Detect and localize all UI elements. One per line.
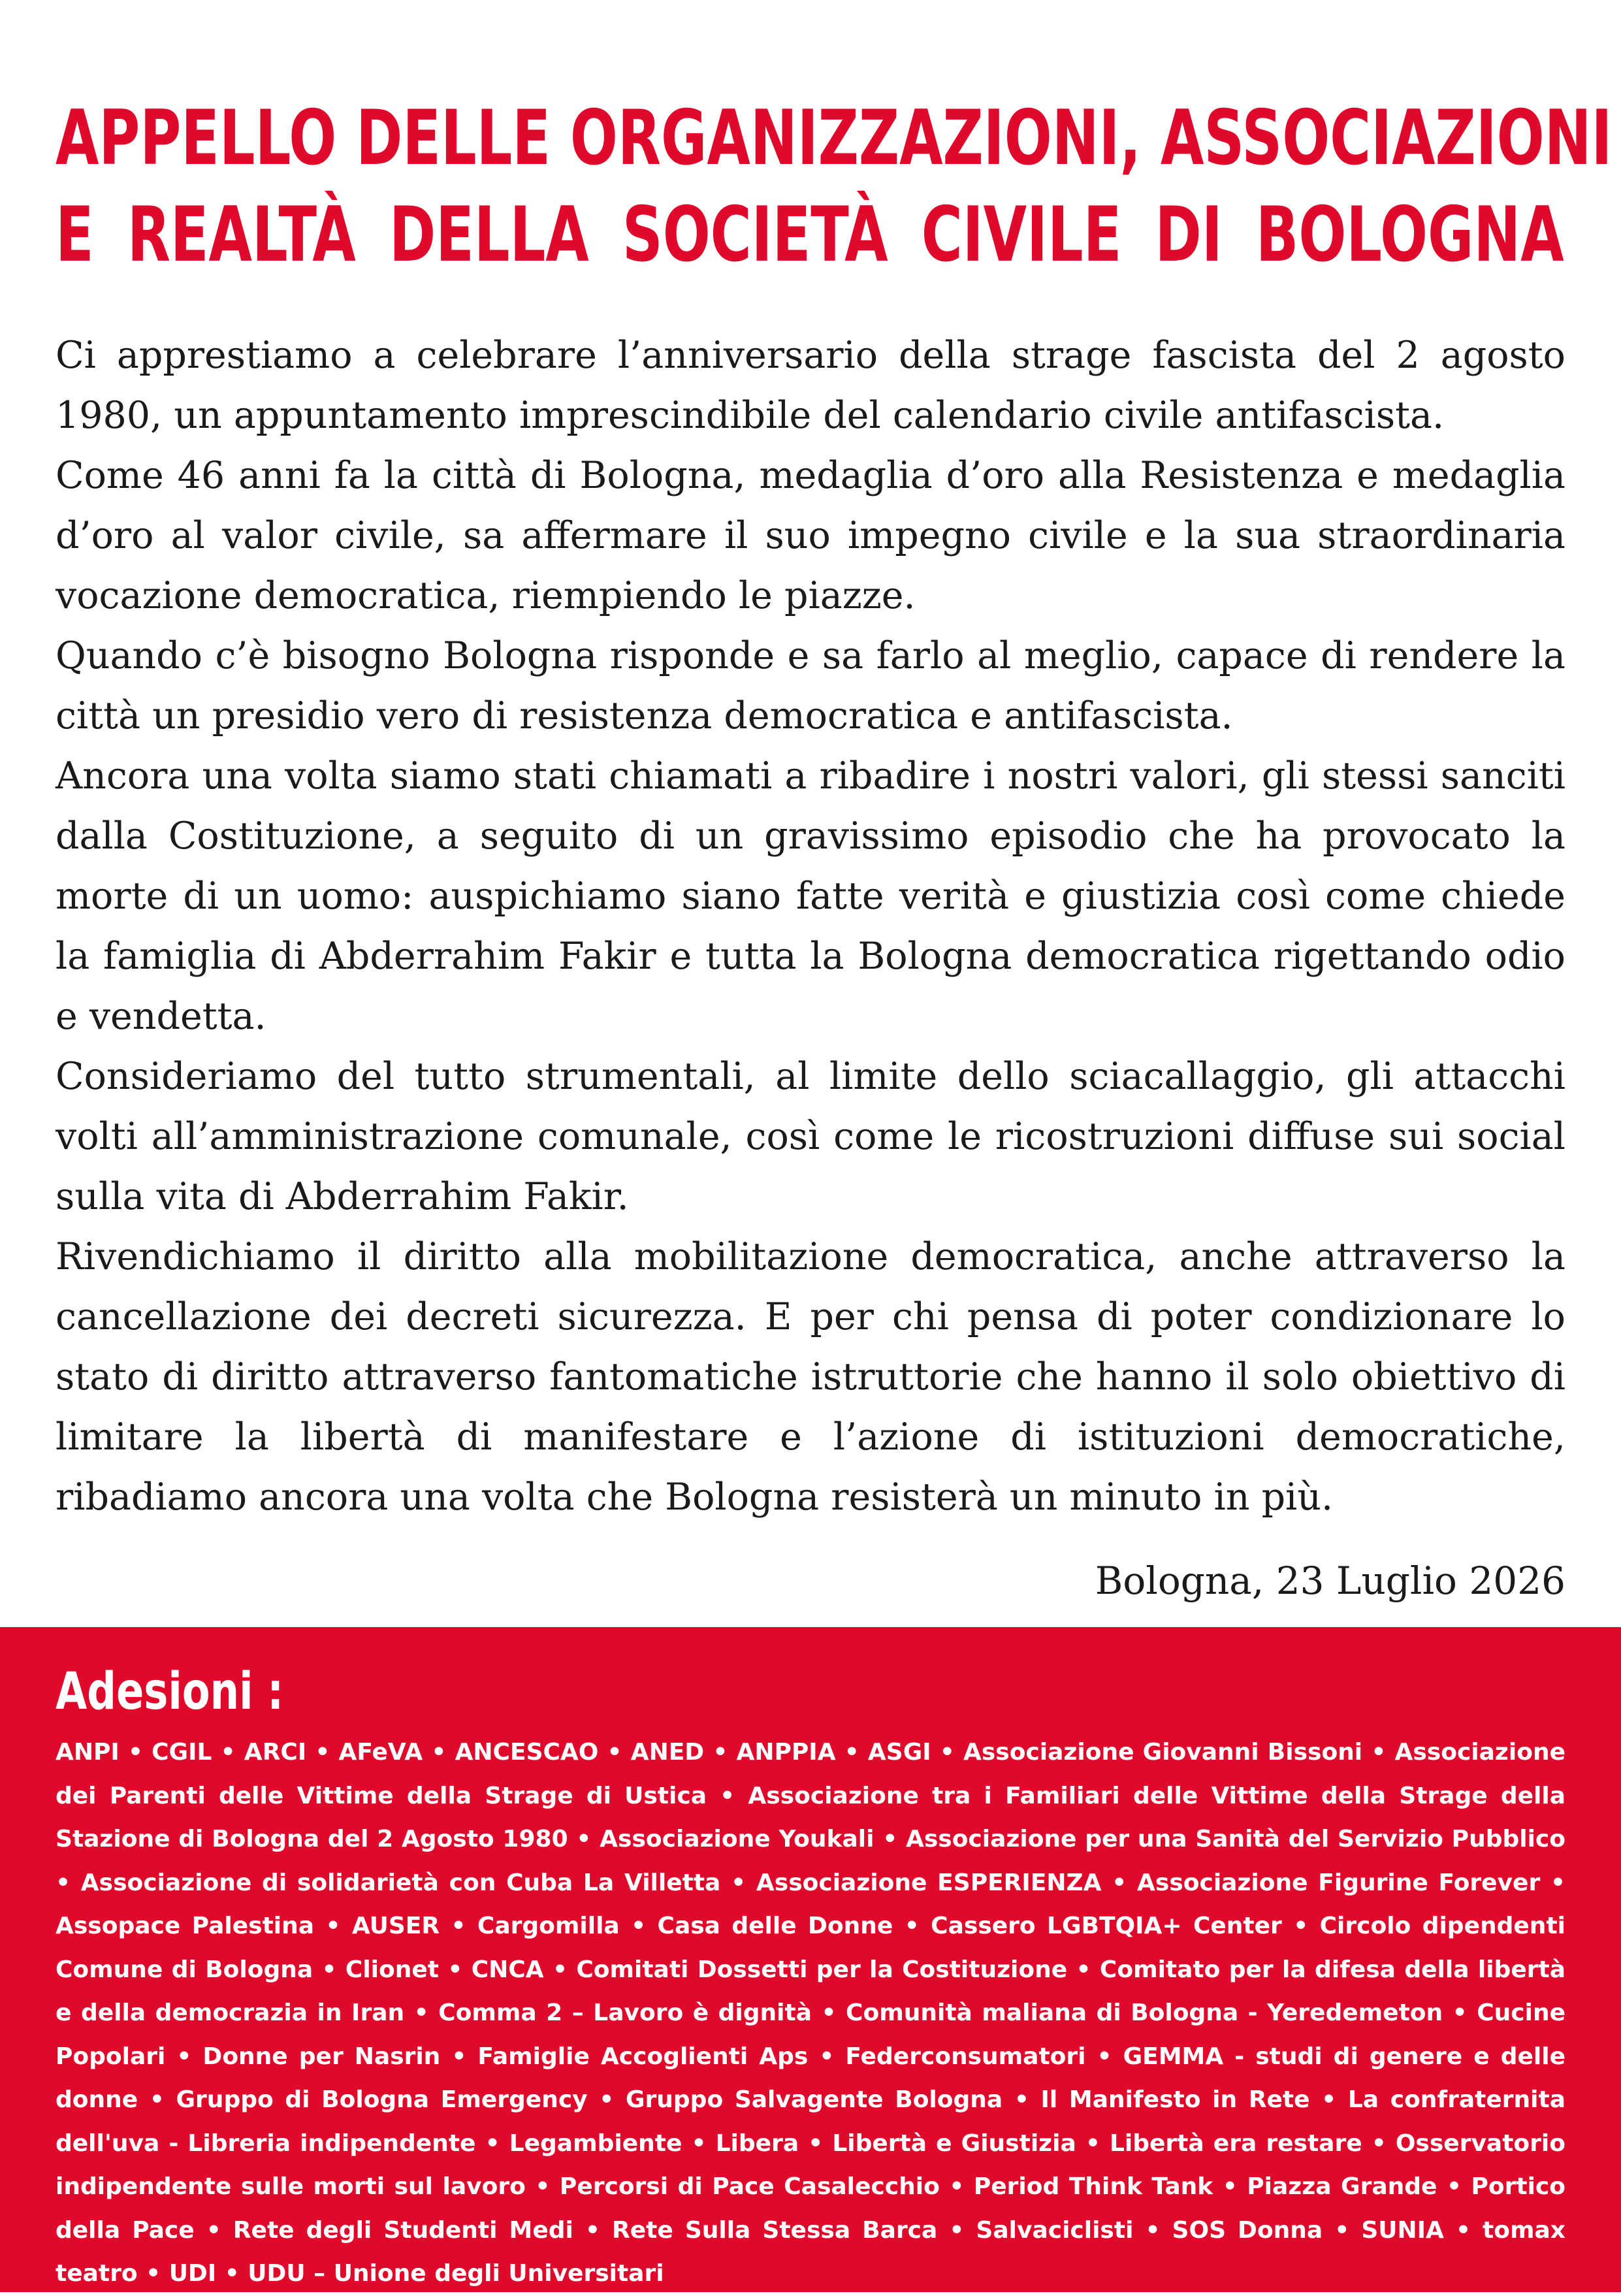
adhesions-list: ANPI • CGIL • ARCI • AFeVA • ANCESCAO • ANED • ANPPIA • ASGI • Associazione Giovanni Bissoni • Associazione dei Parenti delle Vittime della Strage di Ustica • Associazione tra i Familiari delle Vittime della Strage della Stazione di Bologna del 2 Agosto 1980 • Associazione Youkali • Associazione per una Sanità del Servizio Pubblico • Associazione di solidarietà con Cuba La Villetta • Associazione ESPERIENZA • Associazione Figurine Forever • Assopace Palestina • AUSER • Cargomilla • Casa delle Donne • Cassero LGBTQIA+ Center • Circolo dipendenti Comune di Bologna • Clionet • CNCA • Comitati Dossetti per la Costituzione • Comitato per la difesa della libertà e della democrazia in Iran • Comma 2 – Lavoro è dignità • Comunità maliana di Bologna - Yeredemeton • Cucine Popolari • Donne per Nasrin • Famiglie Accoglienti Aps • Federconsumatori • GEMMA - studi di genere e delle donne • Gruppo di Bologna Emergency • Gruppo Salvagente Bologna • Il Manifesto in Rete • La confraternita dell'uva - Libreria indipendente • Legambiente • Libera • Libertà e Giustizia • Libertà era restare • Osservatorio indipendente sulle morti sul lavoro • Percorsi di Pace Casalecchio • Period Think Tank • Piazza Grande • Portico della Pace • Rete degli Studenti Medi • Rete Sulla Stessa Barca • Salvaciclisti • SOS Donna • SUNIA • tomax teatro • UDI • UDU – Unione degli Universitari bbox=[56, 1739, 1565, 2287]
title-line-2: E REALTÀ DELLA SOCIETÀ CIVILE DI BOLOGNA bbox=[56, 191, 1564, 279]
adhesions-heading: Adesioni : bbox=[56, 1662, 284, 1721]
paragraph-6: Rivendichiamo il diritto alla mobilitazione democratica, anche attraverso la cancellazione dei decreti sicurezza. E per chi pensa di poter condizionare lo stato di diritto attraverso fantomatiche istruttorie che hanno il solo obiettivo di limitare la libertà di manifestare e l’azione di istituzioni democratiche, ribadiamo ancora una volta che Bologna resisterà un minuto in più. bbox=[56, 1235, 1565, 1519]
dateline: Bologna, 23 Luglio 2026 bbox=[1095, 1559, 1565, 1603]
paragraph-4: Ancora una volta siamo stati chiamati a ribadire i nostri valori, gli stessi sanciti dalla Costituzione, a seguito di un gravissimo episodio che ha provocato la morte di un uomo: auspichiamo siano fatte verità e giustizia così come chiede la famiglia di Abderrahim Fakir e tutta la Bologna democratica rigettando odio e vendetta. bbox=[56, 754, 1565, 1038]
appeal-body bbox=[56, 325, 1565, 1527]
page-title bbox=[56, 90, 1613, 283]
paragraph-5: Consideriamo del tutto strumentali, al limite dello sciacallaggio, gli attacchi volti all’amministrazione comunale, così come le ricostruzioni diffuse sui social sulla vita di Abderrahim Fakir. bbox=[56, 1055, 1565, 1218]
paragraph-1: Ci apprestiamo a celebrare l’anniversario della strage fascista del 2 agosto 1980, un appuntamento imprescindibile del calendario civile antifascista. bbox=[56, 334, 1565, 437]
paragraph-2: Come 46 anni fa la città di Bologna, medaglia d’oro alla Resistenza e medaglia d’oro al valor civile, sa affermare il suo impegno civile e la sua straordinaria vocazione democratica, riempiendo le piazze. bbox=[56, 454, 1565, 617]
title-line-1: APPELLO DELLE ORGANIZZAZIONI, ASSOCIAZIONI bbox=[56, 94, 1613, 182]
paragraph-3: Quando c’è bisogno Bologna risponde e sa farlo al meglio, capace di rendere la città un presidio vero di resistenza democratica e antifascista. bbox=[56, 634, 1565, 737]
